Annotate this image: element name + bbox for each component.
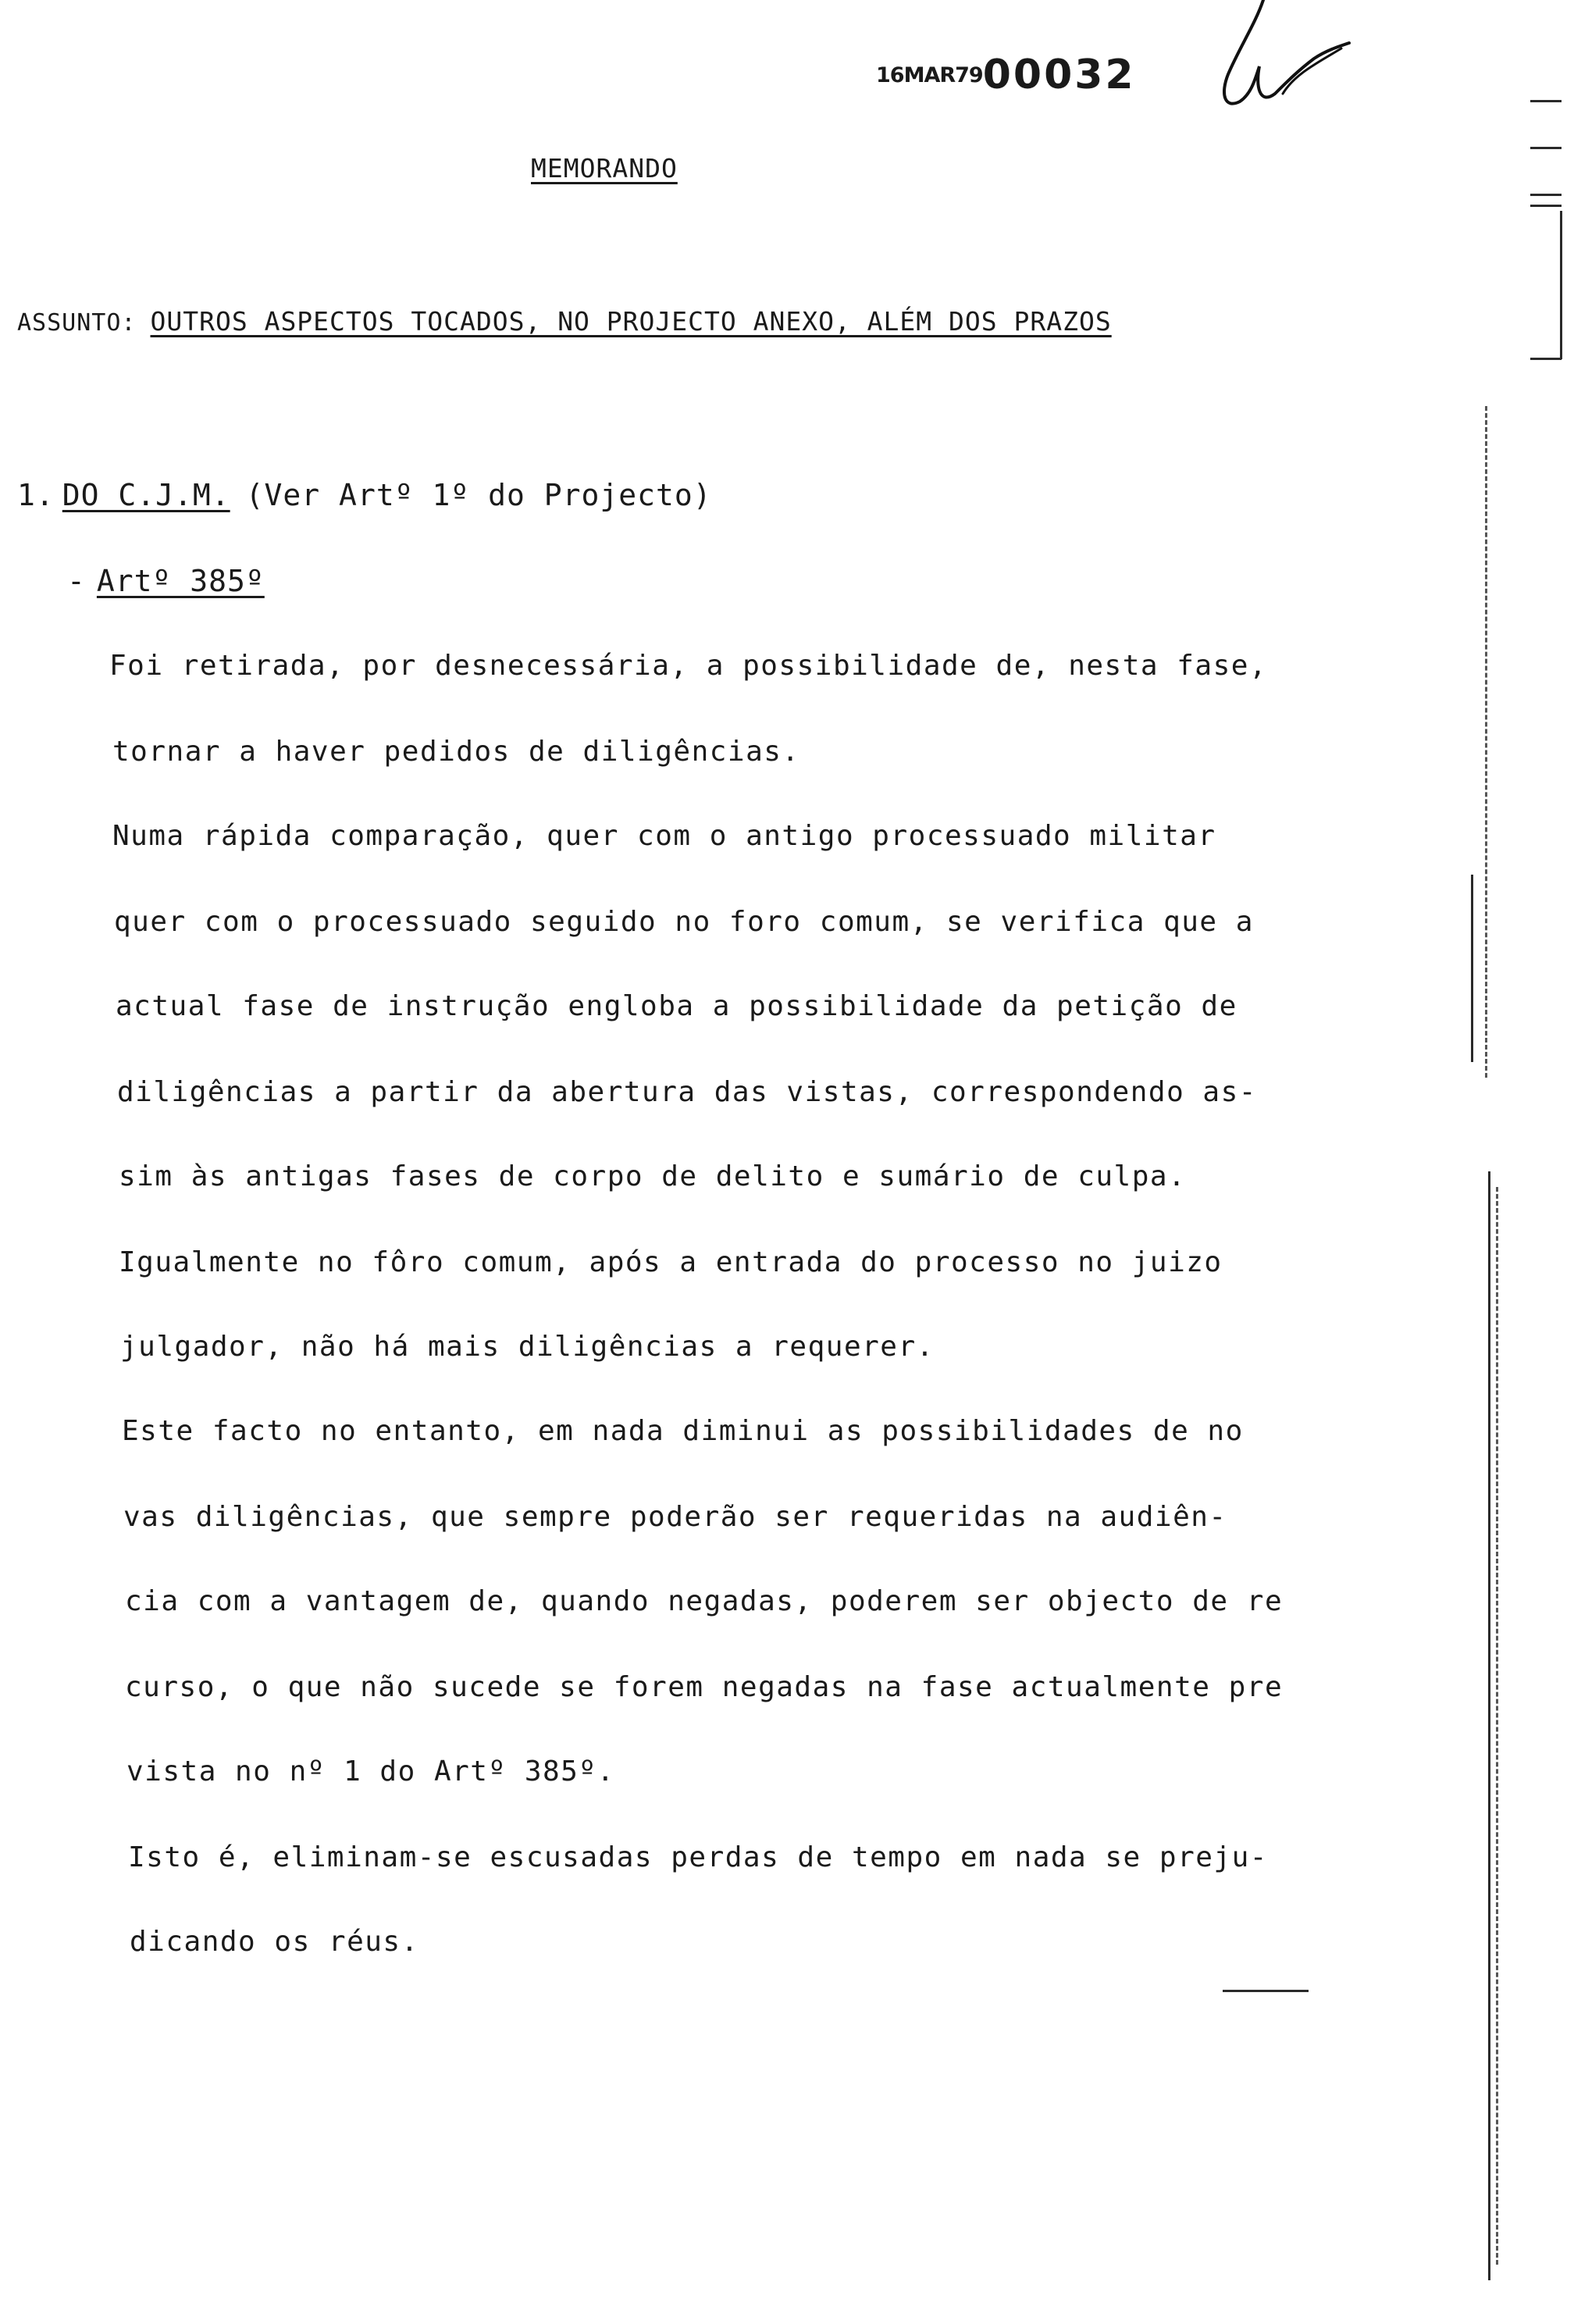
- body-line: tornar a haver pedidos de diligências.: [112, 736, 800, 768]
- margin-mark: [1530, 147, 1562, 149]
- body-line: dicando os réus.: [130, 1926, 419, 1958]
- margin-line: [1485, 406, 1487, 1078]
- subject-text: OUTROS ASPECTOS TOCADOS, NO PROJECTO ANEXO, ALÉM DOS PRAZOS: [150, 306, 1112, 337]
- margin-mark: [1560, 211, 1562, 359]
- section-title: DO C.J.M.: [62, 478, 230, 512]
- margin-mark: [1488, 1171, 1490, 2280]
- body-line: Foi retirada, por desnecessária, a possibilidade de, nesta fase,: [109, 650, 1268, 682]
- margin-mark: [1530, 100, 1562, 102]
- article-dash: -: [67, 564, 86, 598]
- body-line: curso, o que não sucede se forem negadas na fase actualmente pre: [125, 1671, 1284, 1703]
- document-title: MEMORANDO: [531, 153, 678, 184]
- body-line: actual fase de instrução engloba a possibilidade da petição de: [116, 990, 1237, 1022]
- section-heading: [17, 478, 712, 512]
- body-line: vista no nº 1 do Artº 385º.: [126, 1755, 615, 1788]
- body-line: Numa rápida comparação, quer com o antigo processuado militar: [112, 820, 1216, 852]
- article-name: Artº 385º: [96, 564, 265, 598]
- body-line: vas diligências, que sempre poderão ser requeridas na audiên-: [123, 1501, 1227, 1533]
- signature-mark: [1209, 0, 1365, 133]
- article-heading: [67, 564, 265, 598]
- margin-mark: [1530, 194, 1562, 196]
- section-reference: (Ver Artº 1º do Projecto): [245, 478, 712, 512]
- continuation-rule: [1223, 1990, 1309, 1992]
- subject-line: [17, 306, 1112, 337]
- date-stamp: [876, 52, 1136, 98]
- stamp-date: 16MAR79: [876, 63, 983, 87]
- margin-mark: [1530, 358, 1562, 360]
- margin-mark: [1530, 205, 1562, 207]
- body-line: cia com a vantagem de, quando negadas, poderem ser objecto de re: [125, 1585, 1284, 1617]
- margin-line: [1496, 1187, 1498, 2265]
- body-line: quer com o processuado seguido no foro comum, se verifica que a: [114, 906, 1254, 938]
- body-line: sim às antigas fases de corpo de delito e sumário de culpa.: [119, 1160, 1187, 1192]
- body-line: diligências a partir da abertura das vistas, correspondendo as-: [117, 1076, 1257, 1108]
- margin-mark: [1471, 875, 1473, 1062]
- body-line: Igualmente no fôro comum, após a entrada do processo no juizo: [119, 1246, 1223, 1278]
- subject-label: ASSUNTO:: [17, 309, 137, 337]
- body-line: Isto é, eliminam-se escusadas perdas de tempo em nada se preju-: [128, 1841, 1268, 1873]
- body-line: julgador, não há mais diligências a requerer.: [120, 1331, 935, 1363]
- section-number: 1.: [17, 478, 55, 512]
- stamp-number: 00032: [982, 52, 1136, 98]
- body-line: Este facto no entanto, em nada diminui as possibilidades de no: [122, 1415, 1244, 1447]
